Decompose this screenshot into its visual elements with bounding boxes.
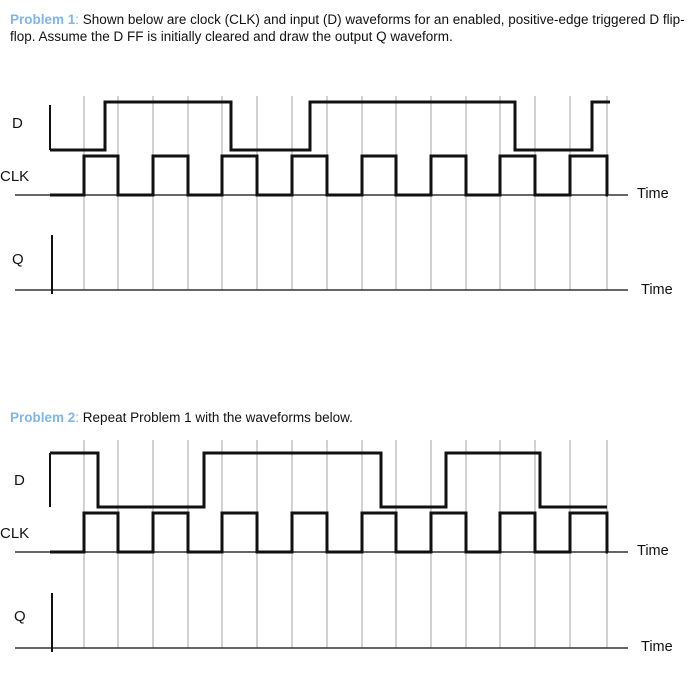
d1-time-label-clk: Time xyxy=(637,186,669,202)
problem-1-statement: Problem 1: Shown below are clock (CLK) and input (D) waveforms for an enabled, positive-edge triggered D flip-flop. Assume the D FF is initially cleared and draw the output Q waveform. xyxy=(10,12,685,44)
clk-waveform xyxy=(50,513,608,552)
problem-2-statement: Problem 2: Repeat Problem 1 with the waveforms below. xyxy=(10,410,353,425)
problem-1-text: Shown below are clock (CLK) and input (D) waveforms for an enabled, positive-edge triggered D flip-flop. Assume the D FF is initially cleared and draw the output Q waveform. xyxy=(10,12,685,44)
d1-d-label: D xyxy=(12,115,23,132)
problem-2-tag: Problem 2 xyxy=(10,410,76,425)
d2-time-label-q: Time xyxy=(641,639,673,655)
d1-q-label: Q xyxy=(12,251,24,268)
d-waveform xyxy=(50,453,607,507)
d2-time-label-clk: Time xyxy=(637,543,669,559)
d2-clk-label: CLK xyxy=(0,525,30,542)
d-waveform xyxy=(50,102,610,150)
diagram-1 xyxy=(15,96,628,294)
diagram-2 xyxy=(15,440,628,652)
problem-1-tag: Problem 1 xyxy=(10,12,76,27)
d1-time-label-q: Time xyxy=(641,282,673,298)
d2-d-label: D xyxy=(14,472,25,489)
problem-2-text: Repeat Problem 1 with the waveforms below. xyxy=(79,410,353,425)
clk-waveform xyxy=(50,156,608,195)
d1-clk-label: CLK xyxy=(0,168,30,185)
d2-q-label: Q xyxy=(14,608,26,625)
